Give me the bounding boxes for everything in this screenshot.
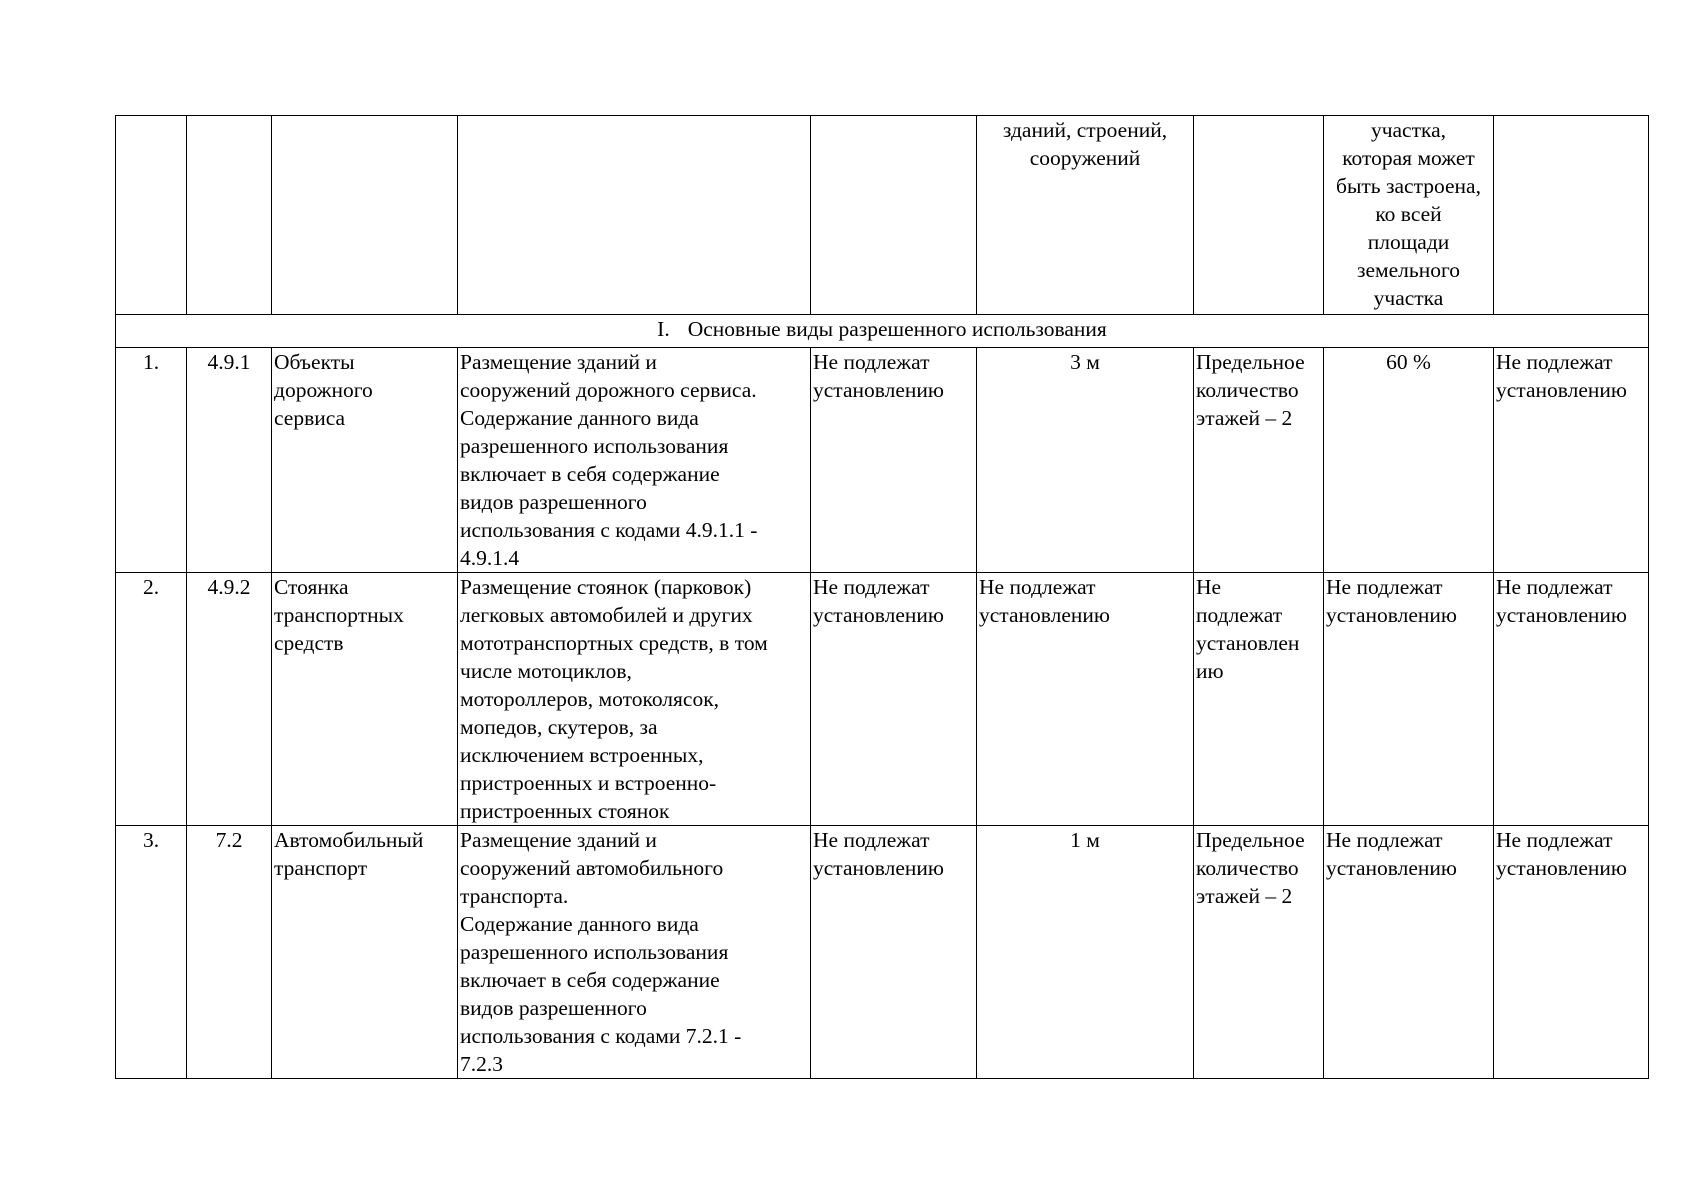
table-row bbox=[116, 573, 1649, 826]
header-cell-description bbox=[458, 116, 811, 315]
row-name: Стоянка транспортных средств bbox=[272, 573, 458, 826]
section-number: I. bbox=[657, 317, 670, 341]
row-col8: 60 % bbox=[1324, 348, 1494, 573]
row-col7: Предельное количество этажей – 2 bbox=[1194, 826, 1324, 1079]
header-cell-num bbox=[116, 116, 187, 315]
header-cell-code bbox=[187, 116, 272, 315]
land-use-regulations-table bbox=[115, 115, 1649, 1079]
row-col6: Не подлежат установлению bbox=[977, 573, 1194, 826]
row-col5: Не подлежат установлению bbox=[811, 348, 977, 573]
header-cell-col5 bbox=[811, 116, 977, 315]
row-col8: Не подлежат установлению bbox=[1324, 573, 1494, 826]
row-col5: Не подлежат установлению bbox=[811, 826, 977, 1079]
row-number: 1. bbox=[116, 348, 187, 573]
section-title: Основные виды разрешенного использования bbox=[687, 317, 1107, 341]
row-number: 2. bbox=[116, 573, 187, 826]
row-description: Размещение зданий и сооружений автомобильного транспорта. Содержание данного вида разрешенного использования включает в себя содержание видов разрешенного использования с кодами 7.2.1 - 7.2.3 bbox=[458, 826, 811, 1079]
row-col9: Не подлежат установлению bbox=[1494, 826, 1649, 1079]
header-cell-col7 bbox=[1194, 116, 1324, 315]
row-col6: 1 м bbox=[977, 826, 1194, 1079]
row-number: 3. bbox=[116, 826, 187, 1079]
row-col6: 3 м bbox=[977, 348, 1194, 573]
row-col9: Не подлежат установлению bbox=[1494, 348, 1649, 573]
table-row bbox=[116, 826, 1649, 1079]
row-code: 7.2 bbox=[187, 826, 272, 1079]
header-cell-col9 bbox=[1494, 116, 1649, 315]
table-row bbox=[116, 348, 1649, 573]
section-title-cell bbox=[116, 315, 1649, 348]
row-name: Автомобильный транспорт bbox=[272, 826, 458, 1079]
table-header-continuation-row bbox=[116, 116, 1649, 315]
row-col7: Не подлежат установлен ию bbox=[1194, 573, 1324, 826]
row-code: 4.9.1 bbox=[187, 348, 272, 573]
row-name: Объекты дорожного сервиса bbox=[272, 348, 458, 573]
header-cell-name bbox=[272, 116, 458, 315]
row-description: Размещение зданий и сооружений дорожного сервиса. Содержание данного вида разрешенного использования включает в себя содержание видов разрешенного использования с кодами 4.9.1.1 - 4.9.1.4 bbox=[458, 348, 811, 573]
row-col8: Не подлежат установлению bbox=[1324, 826, 1494, 1079]
row-col9: Не подлежат установлению bbox=[1494, 573, 1649, 826]
row-description: Размещение стоянок (парковок) легковых автомобилей и других мототранспортных средств, в том числе мотоциклов, мотороллеров, мотоколясок, мопедов, скутеров, за исключением встроенных, пристроенных и встроенно- пристроенных стоянок bbox=[458, 573, 811, 826]
header-cell-coverage: участка, которая может быть застроена, ко всей площади земельного участка bbox=[1324, 116, 1494, 315]
section-row bbox=[116, 315, 1649, 348]
row-col5: Не подлежат установлению bbox=[811, 573, 977, 826]
row-code: 4.9.2 bbox=[187, 573, 272, 826]
header-cell-setbacks: зданий, строений, сооружений bbox=[977, 116, 1194, 315]
row-col7: Предельное количество этажей – 2 bbox=[1194, 348, 1324, 573]
